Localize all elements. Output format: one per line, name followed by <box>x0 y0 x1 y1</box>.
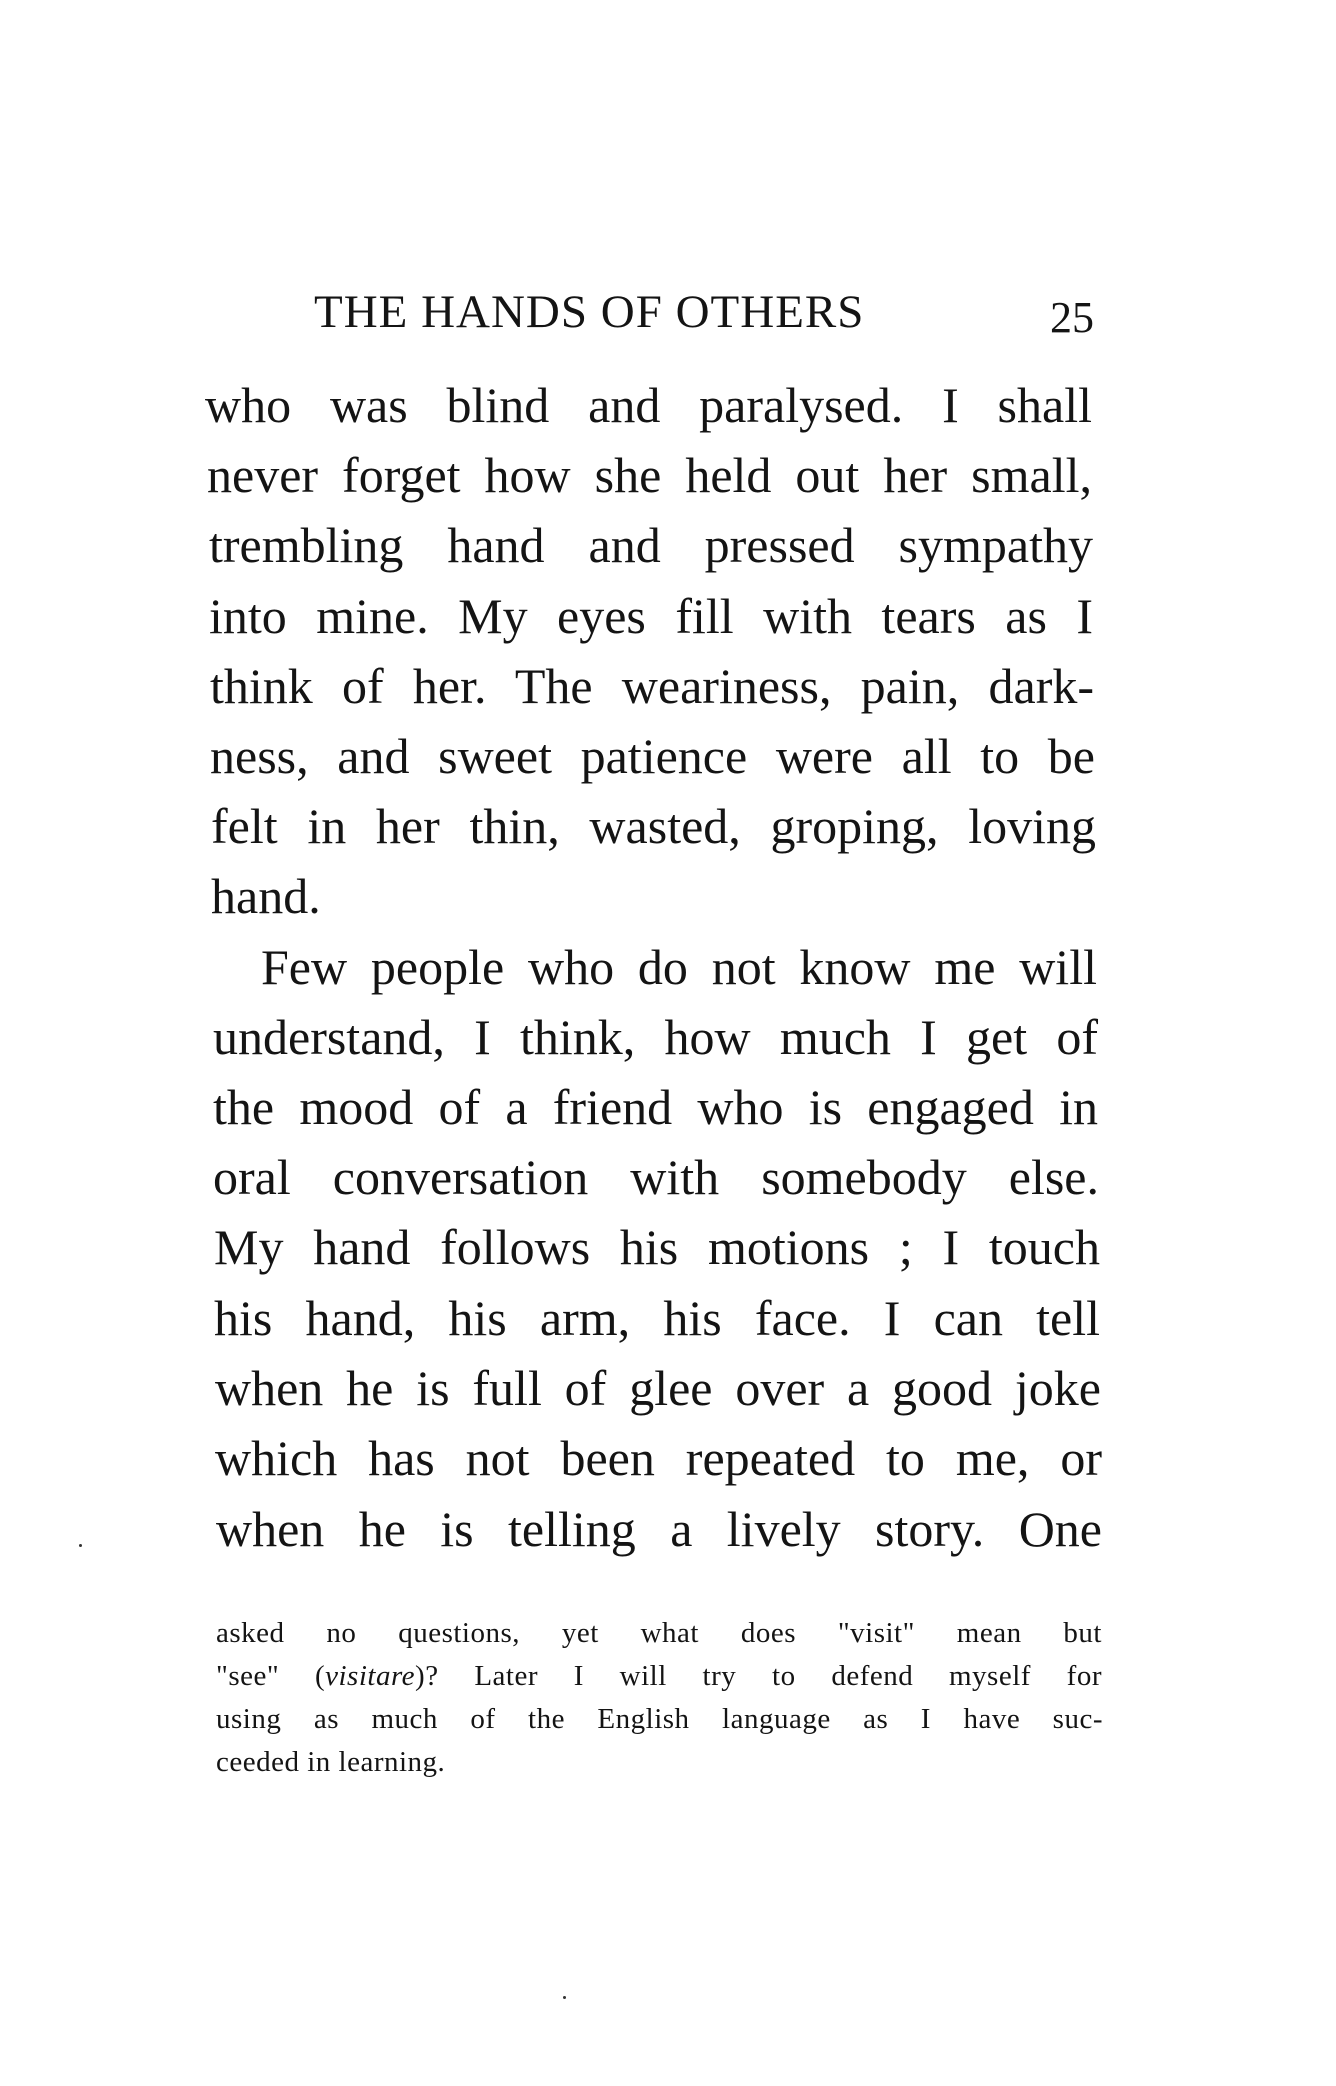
footnote-line: ceeded in learning. <box>216 1746 446 1778</box>
running-head <box>314 282 1094 342</box>
body-line: ness, and sweet patience were all to be <box>210 728 1095 784</box>
body-line: the mood of a friend who is engaged in <box>213 1079 1098 1135</box>
paper-speck <box>563 1996 566 1999</box>
body-line: trembling hand and pressed sympathy <box>209 517 1093 573</box>
body-line: which has not been repeated to me, or <box>215 1430 1102 1486</box>
body-line: oral conversation with somebody else. <box>213 1149 1099 1205</box>
body-line: felt in her thin, wasted, groping, loving <box>211 798 1096 854</box>
body-line: into mine. My eyes fill with tears as I <box>209 588 1093 644</box>
paper-speck <box>79 1544 82 1547</box>
body-line: think of her. The weariness, pain, dark- <box>210 658 1094 714</box>
page-number: 25 <box>1050 293 1094 342</box>
footnote-italic-word: visitare <box>325 1660 416 1692</box>
body-line: when he is telling a lively story. One <box>216 1501 1102 1557</box>
running-title: THE HANDS OF OTHERS <box>314 286 865 338</box>
body-line: who was blind and paralysed. I shall <box>205 377 1092 433</box>
body-line: when he is full of glee over a good joke <box>215 1360 1101 1416</box>
footnote-line: using as much of the English language as I have suc- <box>216 1703 1103 1735</box>
body-line: hand. <box>211 868 321 924</box>
body-line: his hand, his arm, his face. I can tell <box>214 1290 1100 1346</box>
footnote-line: asked no questions, yet what does "visit" mean but <box>216 1617 1102 1649</box>
footnote-line: "see" (visitare)? Later I will try to defend myself for <box>216 1660 1102 1692</box>
body-line: never forget how she held out her small, <box>207 447 1092 503</box>
body-line: Few people who do not know me will <box>261 939 1097 995</box>
body-line: understand, I think, how much I get of <box>213 1009 1098 1065</box>
body-line: My hand follows his motions ; I touch <box>214 1219 1100 1275</box>
